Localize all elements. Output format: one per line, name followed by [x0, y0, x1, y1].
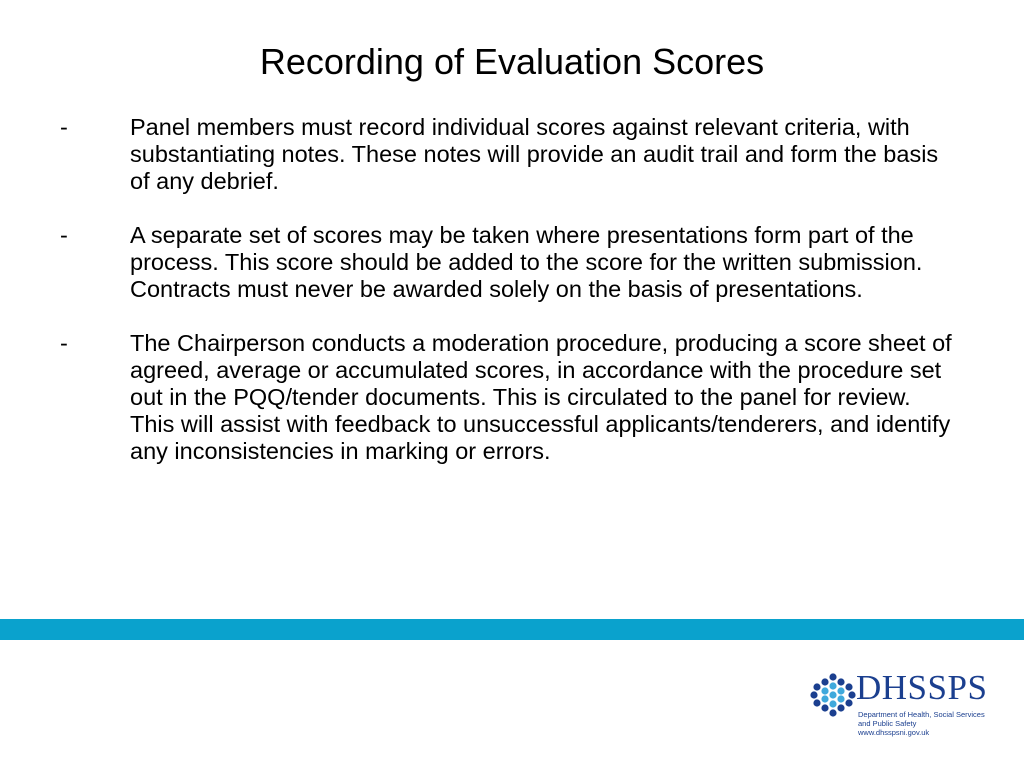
dhssps-logo: [810, 670, 1000, 742]
bullet-text: The Chairperson conducts a moderation procedure, producing a score sheet of agreed, average or accumulated scores, in accordance with the procedure set out in the PQQ/tender documents. This is circulated to the panel for review. This will assist with feedback to unsuccessful applicants/tenderers, and identify any inconsistencies in marking or errors.: [130, 330, 952, 464]
bullet-item: [56, 114, 956, 195]
hexagon-cluster-icon: [810, 672, 856, 718]
bullet-marker: -: [60, 222, 68, 248]
bullet-marker: -: [60, 330, 68, 356]
bullet-list: [56, 114, 956, 492]
bullet-text: Panel members must record individual scores against relevant criteria, with substantiating notes. These notes will provide an audit trail and form the basis of any debrief.: [130, 114, 939, 194]
bullet-item: [56, 330, 956, 465]
logo-subtitle-line: and Public Safety: [858, 719, 917, 728]
bullet-item: [56, 222, 956, 303]
logo-url: www.dhsspsni.gov.uk: [858, 728, 930, 737]
bullet-text: A separate set of scores may be taken where presentations form part of the process. This score should be added to the score for the written submission. Contracts must never be awarded solely on the basis of presentations.: [130, 222, 923, 302]
logo-subtitle: [858, 710, 998, 737]
logo-wordmark: DHSSPS: [856, 668, 988, 707]
logo-subtitle-line: Department of Health, Social Services: [858, 710, 985, 719]
bullet-marker: -: [60, 114, 68, 140]
slide-title: Recording of Evaluation Scores: [259, 41, 765, 82]
footer-band: [0, 619, 1024, 640]
